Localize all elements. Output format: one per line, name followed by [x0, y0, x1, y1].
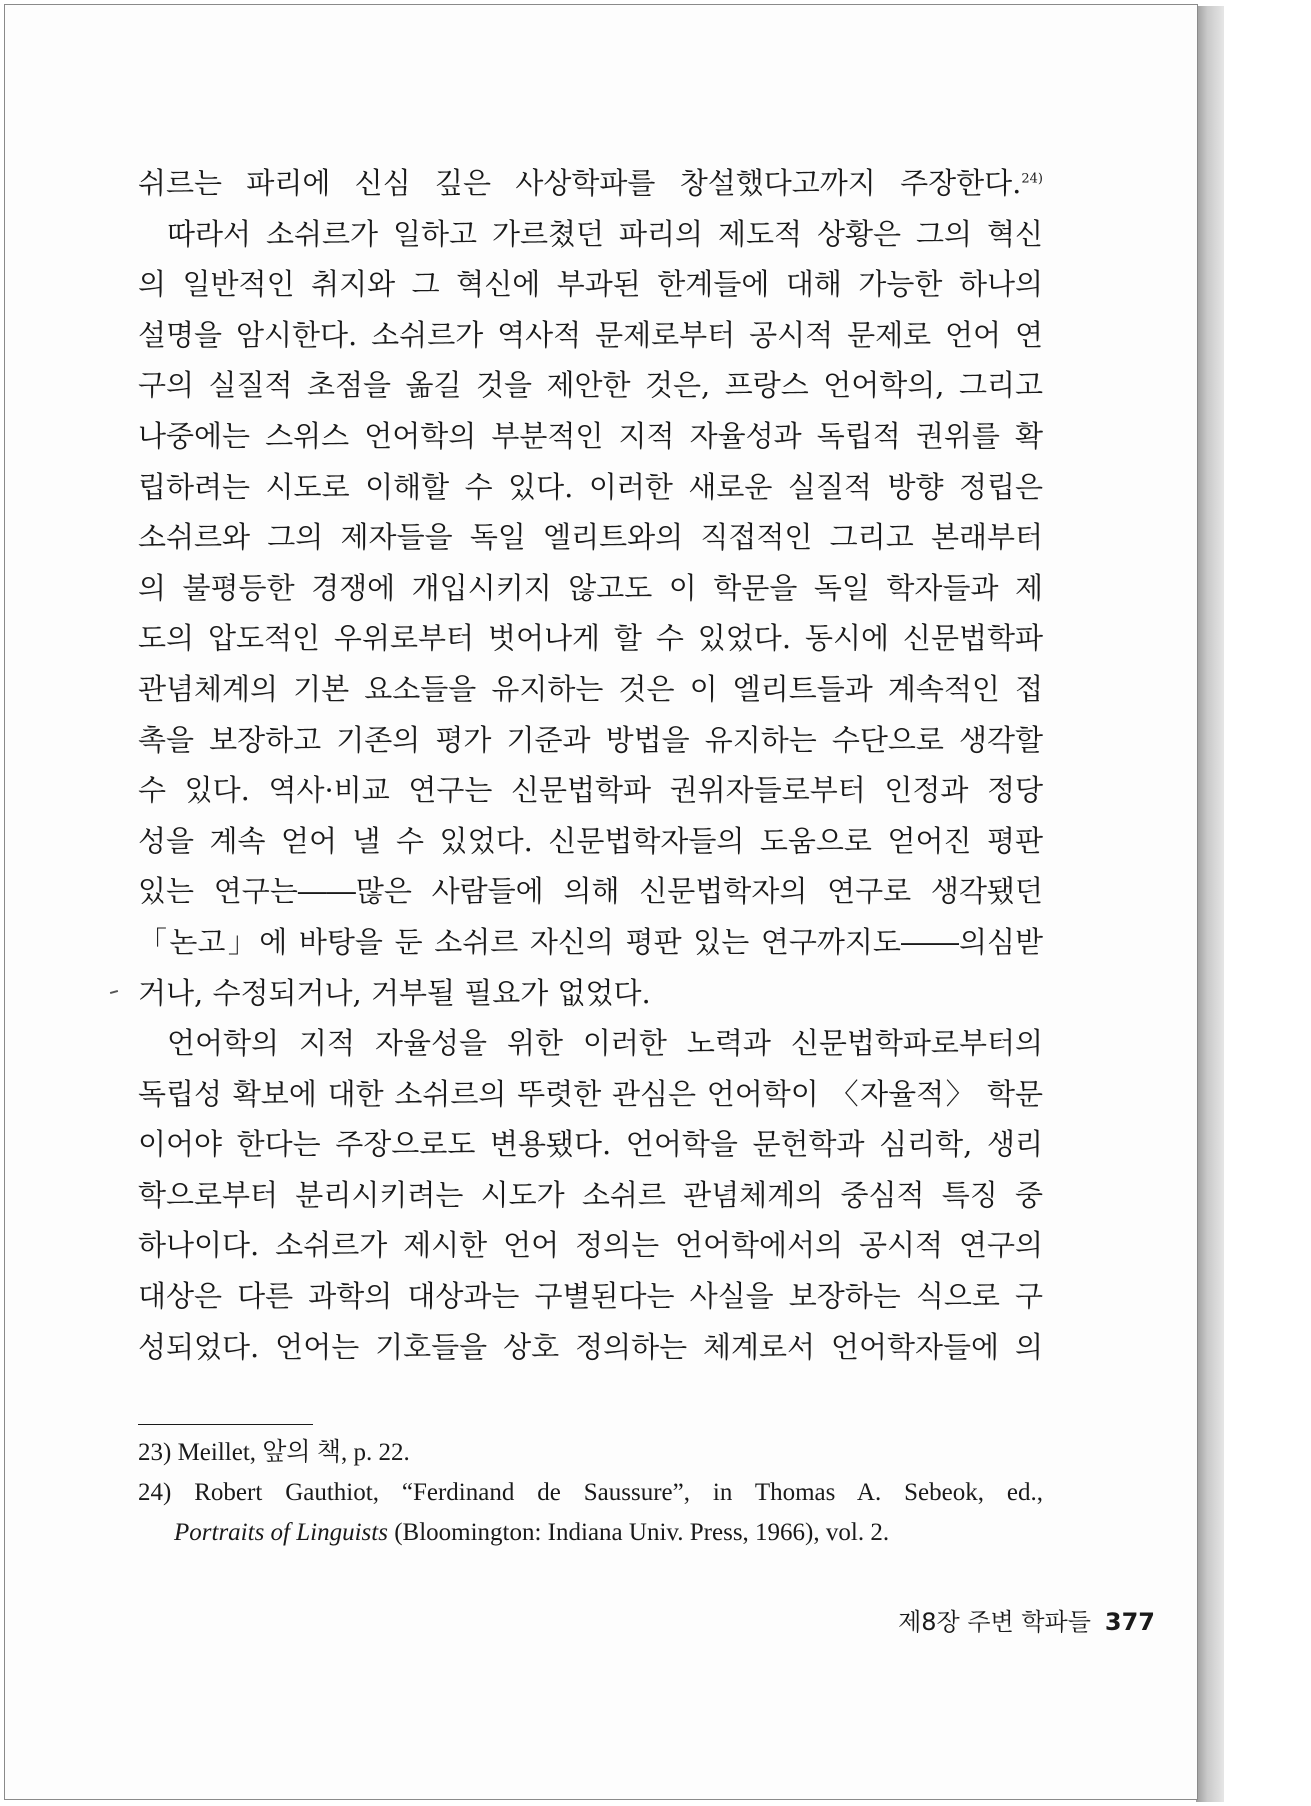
footnote-24-publication: (Bloomington: Indiana Univ. Press, 1966), vol. 2.	[387, 1519, 890, 1546]
text-line: 이어야 한다는 주장으로도 변용됐다. 언어학을 문헌학과 심리학, 생리	[138, 1127, 1043, 1162]
text-line: 수 있다. 역사·비교 연구는 신문법학파 권위자들로부터 인정과 정당	[138, 773, 1043, 808]
footnotes	[138, 1433, 1043, 1553]
footnote-24-continued	[138, 1513, 1043, 1553]
footnote-24: 24) Robert Gauthiot, “Ferdinand de Saussure”, in Thomas A. Sebeok, ed.,	[138, 1479, 1043, 1506]
page-number: 377	[1104, 1608, 1155, 1636]
text-line: 관념체계의 기본 요소들을 유지하는 것은 이 엘리트들과 계속적인 접	[138, 671, 1043, 706]
text-line: 구의 실질적 초점을 옮길 것을 제안한 것은, 프랑스 언어학의, 그리고	[138, 368, 1043, 403]
text-line: 의 일반적인 취지와 그 혁신에 부과된 한계들에 대해 가능한 하나의	[138, 267, 1043, 302]
text-line: 언어학의 지적 자율성을 위한 이러한 노력과 신문법학파로부터의	[167, 1026, 1043, 1061]
text-line: 대상은 다른 과학의 대상과는 구별된다는 사실을 보장하는 식으로 구	[138, 1279, 1043, 1314]
chapter-title: 제8장 주변 학파들	[898, 1608, 1091, 1636]
text-line: 설명을 암시한다. 소쉬르가 역사적 문제로부터 공시적 문제로 언어 연	[138, 317, 1043, 352]
text-line: 소쉬르와 그의 제자들을 독일 엘리트와의 직접적인 그리고 본래부터	[138, 520, 1043, 555]
text-line: 있는 연구는――많은 사람들에 의해 신문법학자의 연구로 생각됐던	[138, 874, 1043, 909]
running-footer	[898, 1602, 1155, 1637]
text-line: 따라서 소쉬르가 일하고 가르쳤던 파리의 제도적 상황은 그의 혁신	[167, 216, 1043, 251]
text-line: 성되었다. 언어는 기호들을 상호 정의하는 체계로서 언어학자들에 의	[138, 1329, 1043, 1364]
text-line: 촉을 보장하고 기존의 평가 기준과 방법을 유지하는 수단으로 생각할	[138, 722, 1043, 757]
text-line: 쉬르는 파리에 신심 깊은 사상학파를 창설했다고까지 주장한다.$^{24)}$	[138, 166, 1043, 200]
body-text	[138, 158, 1043, 1372]
page-edge-shadow	[1196, 6, 1224, 1802]
text-line: 의 불평등한 경쟁에 개입시키지 않고도 이 학문을 독일 학자들과 제	[138, 570, 1043, 605]
footnote-rule	[138, 1424, 313, 1425]
text-line: 독립성 확보에 대한 소쉬르의 뚜렷한 관심은 언어학이 〈자율적〉 학문	[138, 1076, 1043, 1111]
footnote-23: 23) Meillet, 앞의 책, p. 22.	[138, 1439, 410, 1466]
text-line: 거나, 수정되거나, 거부될 필요가 없었다.	[138, 975, 651, 1010]
text-line: 립하려는 시도로 이해할 수 있다. 이러한 새로운 실질적 방향 정립은	[138, 469, 1043, 504]
text-line: 성을 계속 얻어 낼 수 있었다. 신문법학자들의 도움으로 얻어진 평판	[138, 823, 1043, 858]
text-line: 학으로부터 분리시키려는 시도가 소쉬르 관념체계의 중심적 특징 중	[138, 1177, 1043, 1212]
text-line: 하나이다. 소쉬르가 제시한 언어 정의는 언어학에서의 공시적 연구의	[138, 1228, 1043, 1263]
book-title: Portraits of Linguists	[174, 1519, 388, 1546]
text-line: 「논고」에 바탕을 둔 소쉬르 자신의 평판 있는 연구까지도――의심받	[138, 924, 1043, 959]
footnote-ref-24: 24)	[1021, 171, 1043, 187]
text-line: 도의 압도적인 우위로부터 벗어나게 할 수 있었다. 동시에 신문법학파	[138, 621, 1043, 656]
text-line: 나중에는 스위스 언어학의 부분적인 지적 자율성과 독립적 권위를 확	[138, 418, 1043, 453]
